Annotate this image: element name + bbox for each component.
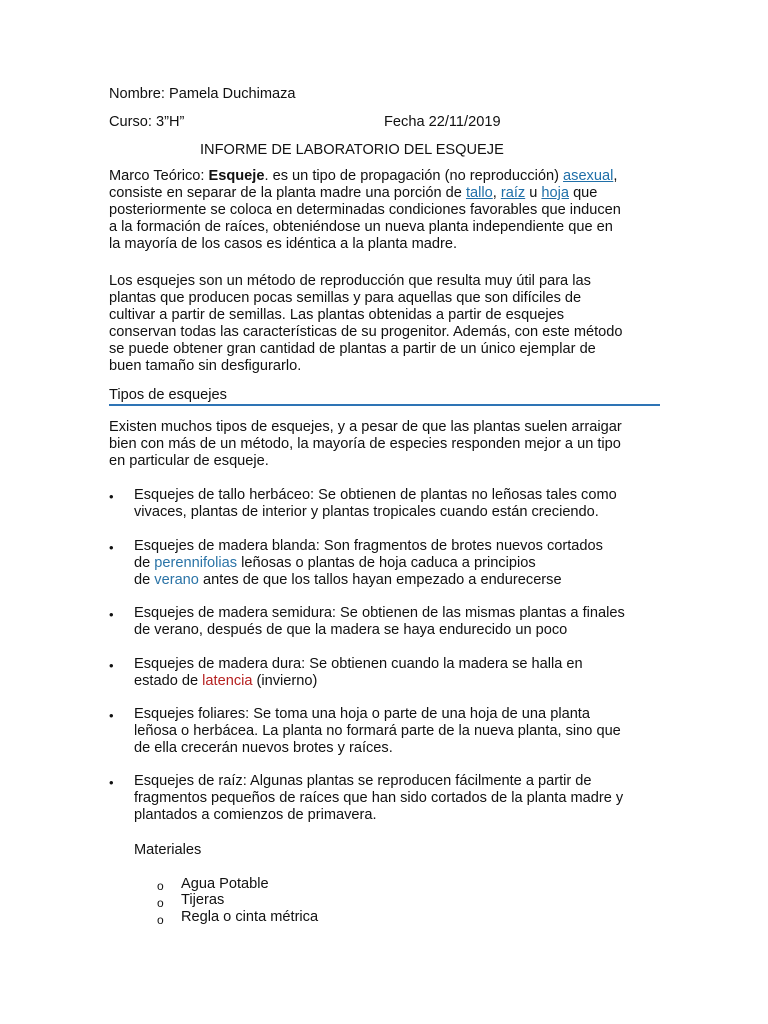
list-item-line: plantados a comienzos de primavera. — [134, 807, 377, 823]
marco-line-1 — [109, 168, 669, 185]
link-asexual[interactable]: asexual — [563, 168, 614, 184]
marco-text: consiste en separar de la planta madre una porción de — [109, 185, 466, 201]
list-text: de — [134, 572, 155, 588]
student-name: Nombre: Pamela Duchimaza — [109, 86, 296, 102]
tipos-intro — [109, 419, 669, 470]
list-item-line: Esquejes foliares: Se toma una hoja o parte de una hoja de una planta — [134, 706, 590, 722]
marco-text: . es un tipo de propagación (no reproducción) — [264, 168, 564, 184]
list-item-tallo-herbaceo — [134, 487, 694, 521]
link-verano[interactable]: verano — [154, 572, 199, 588]
course: Curso: 3”H” — [109, 114, 185, 130]
link-raiz[interactable]: raíz — [500, 185, 526, 201]
paragraph-line: bien con más de un método, la mayoría de especies responden mejor a un tipo — [109, 436, 621, 452]
marco-label: Marco Teórico: — [109, 168, 209, 184]
list-item-line: Esquejes de madera semidura: Se obtienen de las mismas plantas a finales — [134, 605, 625, 621]
material-item: Agua Potable — [181, 876, 269, 892]
heading-underline — [109, 404, 660, 406]
tipos-heading: Tipos de esquejes — [109, 387, 227, 403]
list-item-madera-semidura — [134, 605, 694, 639]
list-text: de — [134, 555, 155, 571]
bullet-icon: • — [109, 607, 114, 622]
circle-bullet-icon: o — [157, 913, 164, 927]
list-text: leñosas o plantas de hoja caduca a principios — [237, 555, 536, 571]
circle-bullet-icon: o — [157, 879, 164, 893]
bullet-icon: • — [109, 540, 114, 555]
link-tallo[interactable]: tallo — [465, 185, 493, 201]
materiales-heading: Materiales — [134, 842, 202, 858]
marco-line-2 — [109, 185, 669, 202]
list-item-line: Esquejes de madera blanda: Son fragmentos de brotes nuevos cortados — [134, 538, 603, 554]
date: Fecha 22/11/2019 — [384, 114, 501, 130]
paragraph-line: plantas que producen pocas semillas y para aquellas que son difíciles de — [109, 290, 582, 306]
list-item-line: Esquejes de tallo herbáceo: Se obtienen de plantas no leñosas tales como — [134, 487, 617, 503]
marco-text: u — [525, 185, 542, 201]
list-item-line: vivaces, plantas de interior y plantas tropicales cuando están creciendo. — [134, 504, 599, 520]
list-text: (invierno) — [252, 673, 318, 689]
paragraph-line: Existen muchos tipos de esquejes, y a pesar de que las plantas suelen arraigar — [109, 419, 622, 435]
paragraph-line: cultivar a partir de semillas. Las plantas obtenidas a partir de esquejes — [109, 307, 565, 323]
marco-text: que — [569, 185, 598, 201]
marco-line-3: posteriormente se coloca en determinadas condiciones favorables que inducen — [109, 202, 621, 218]
report-title: INFORME DE LABORATORIO DEL ESQUEJE — [200, 142, 504, 158]
list-item-madera-dura — [134, 656, 694, 690]
bullet-icon: • — [109, 708, 114, 723]
list-item-madera-blanda — [134, 538, 694, 589]
list-text: antes de que los tallos hayan empezado a endurecerse — [198, 572, 562, 588]
list-item-line: fragmentos pequeños de raíces que han sido cortados de la planta madre y — [134, 790, 624, 806]
list-item-line — [134, 673, 694, 690]
link-perennifolias[interactable]: perennifolias — [154, 555, 238, 571]
list-item-line — [134, 572, 694, 589]
list-item-line — [134, 555, 694, 572]
paragraph-line: buen tamaño sin desfigurarlo. — [109, 358, 302, 374]
list-item-line: de ella crecerán nuevos brotes y raíces. — [134, 740, 393, 756]
bullet-icon: • — [109, 489, 114, 504]
paragraph-line: se puede obtener gran cantidad de plantas a partir de un único ejemplar de — [109, 341, 596, 357]
material-item: Tijeras — [181, 892, 225, 908]
paragraph-line: Los esquejes son un método de reproducción que resulta muy útil para las — [109, 273, 591, 289]
list-item-line: Esquejes de raíz: Algunas plantas se reproducen fácilmente a partir de — [134, 773, 592, 789]
list-item-line: leñosa o herbácea. La planta no formará parte de la nueva planta, sino que — [134, 723, 621, 739]
bullet-icon: • — [109, 775, 114, 790]
bullet-icon: • — [109, 658, 114, 673]
link-hoja[interactable]: hoja — [541, 185, 570, 201]
marco-teorico-paragraph — [109, 168, 669, 253]
list-item-line: Esquejes de madera dura: Se obtienen cuando la madera se halla en — [134, 656, 583, 672]
list-item-raiz — [134, 773, 694, 824]
list-text: estado de — [134, 673, 203, 689]
list-item-line: de verano, después de que la madera se haya endurecido un poco — [134, 622, 568, 638]
marco-line-5: la mayoría de los casos es idéntica a la planta madre. — [109, 236, 458, 252]
marco-text: , — [492, 185, 501, 201]
paragraph-line: en particular de esqueje. — [109, 453, 269, 469]
marco-text: , — [613, 168, 618, 184]
list-item-foliares — [134, 706, 694, 757]
material-item: Regla o cinta métrica — [181, 909, 319, 925]
paragraph-line: conservan todas las características de su progenitor. Además, con este método — [109, 324, 623, 340]
circle-bullet-icon: o — [157, 896, 164, 910]
link-latencia[interactable]: latencia — [202, 673, 253, 689]
esqueje-term: Esqueje — [208, 168, 265, 184]
esquejes-paragraph — [109, 273, 669, 375]
marco-line-4: a la formación de raíces, obteniéndose un nueva planta independiente que en — [109, 219, 613, 235]
